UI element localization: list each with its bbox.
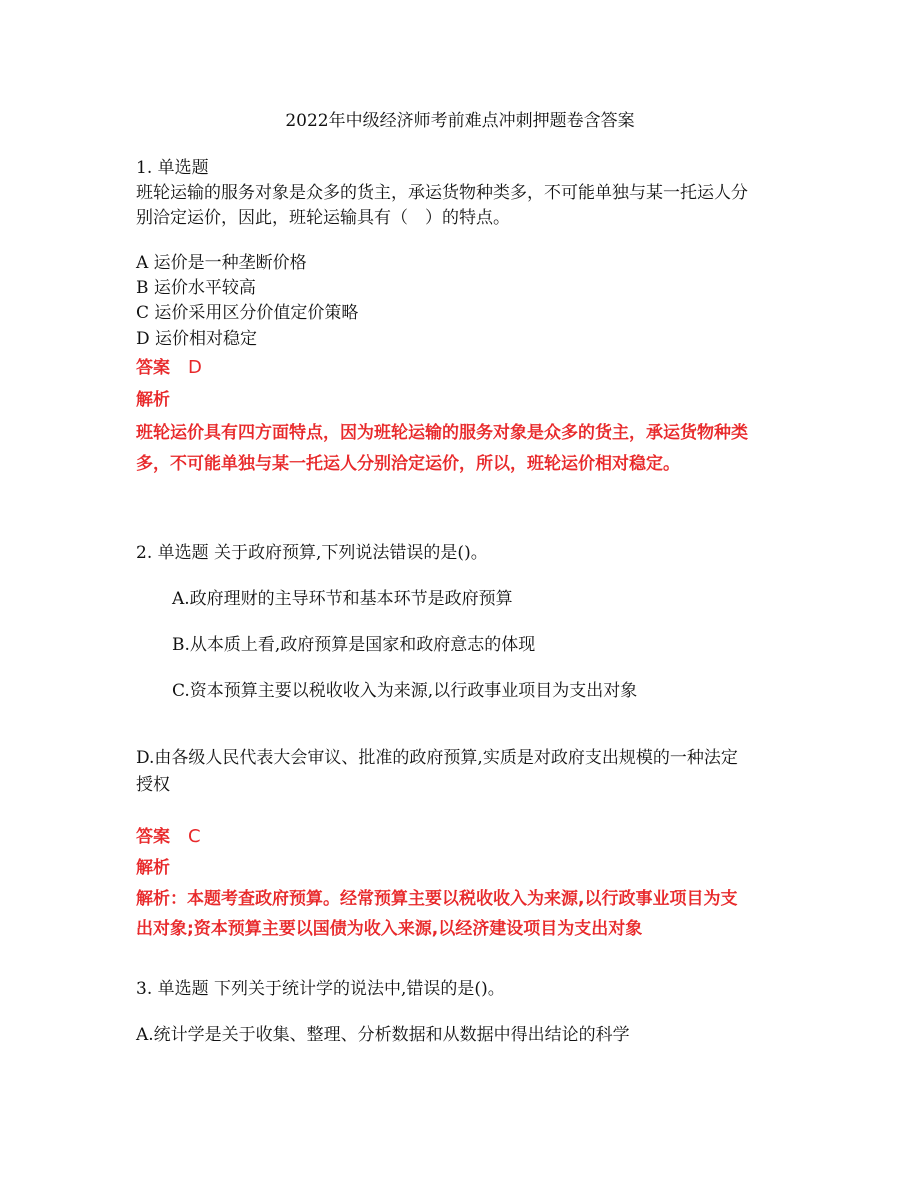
q1-stem-line1: 班轮运输的服务对象是众多的货主，承运货物种类多，不可能单独与某一托运人分 xyxy=(136,183,748,203)
q2-option-c: C.资本预算主要以税收收入为来源,以行政事业项目为支出对象 xyxy=(172,681,638,701)
q2-analysis-line1: 解析：本题考查政府预算。经常预算主要以税收收入为来源,以行政事业项目为支 xyxy=(136,889,738,909)
q2-option-d-line1: D.由各级人民代表大会审议、批准的政府预算,实质是对政府支出规模的一种法定 xyxy=(136,748,738,768)
q2-analysis-line2: 出对象;资本预算主要以国债为收入来源,以经济建设项目为支出对象 xyxy=(136,919,643,939)
q3-header: 3. 单选题 下列关于统计学的说法中,错误的是()。 xyxy=(136,979,505,999)
q2-answer-label: 答案 xyxy=(136,827,170,847)
q2-option-d-line2: 授权 xyxy=(136,775,170,795)
q2-option-a: A.政府理财的主导环节和基本环节是政府预算 xyxy=(172,589,513,609)
q1-stem-line2: 别洽定运价，因此，班轮运输具有（ ）的特点。 xyxy=(136,208,510,228)
q1-analysis-line2: 多，不可能单独与某一托运人分别洽定运价，所以，班轮运价相对稳定。 xyxy=(136,454,680,474)
q1-analysis-label: 解析 xyxy=(136,390,170,410)
q2-answer-value: C xyxy=(188,826,201,847)
q1-analysis-line1: 班轮运价具有四方面特点，因为班轮运输的服务对象是众多的货主，承运货物种类 xyxy=(136,423,748,443)
q3-option-a: A.统计学是关于收集、整理、分析数据和从数据中得出结论的科学 xyxy=(136,1025,630,1045)
q2-header: 2. 单选题 关于政府预算,下列说法错误的是()。 xyxy=(136,543,488,563)
q2-analysis-label: 解析 xyxy=(136,858,170,878)
q1-answer-value: D xyxy=(188,357,202,378)
q1-option-a: A 运价是一种垄断价格 xyxy=(136,253,307,273)
q1-answer-label: 答案 xyxy=(136,358,170,378)
q2-option-b: B.从本质上看,政府预算是国家和政府意志的体现 xyxy=(172,635,536,655)
q1-option-b: B 运价水平较高 xyxy=(136,278,256,298)
q1-option-c: C 运价采用区分价值定价策略 xyxy=(136,303,359,323)
q1-header: 1. 单选题 xyxy=(136,158,209,178)
page-title: 2022年中级经济师考前难点冲刺押题卷含答案 xyxy=(285,111,635,131)
q1-option-d: D 运价相对稳定 xyxy=(136,329,258,349)
